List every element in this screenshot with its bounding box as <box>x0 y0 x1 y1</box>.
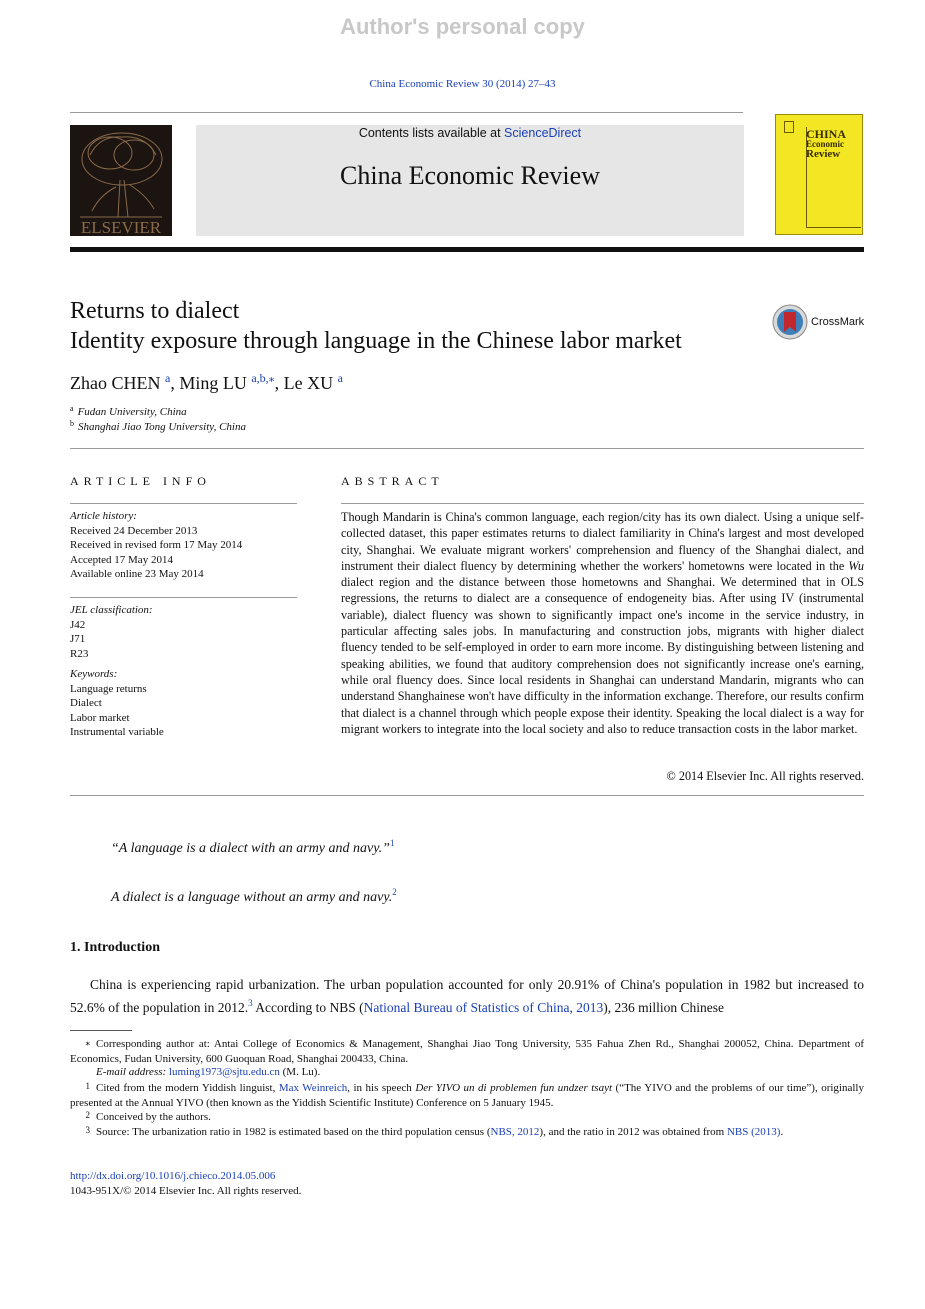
cover-title-line: CHINA <box>806 127 847 141</box>
journal-citation[interactable]: China Economic Review 30 (2014) 27–43 <box>369 78 556 90</box>
abstract-heading: ABSTRACT <box>341 474 444 488</box>
top-divider <box>70 112 743 113</box>
issn-notice: 1043-951X/© 2014 Elsevier Inc. All rights reserved. <box>70 1185 302 1197</box>
epigraph-quote: “A language is a dialect with an army and navy.”$^1$ <box>111 838 395 856</box>
svg-text:ELSEVIER: ELSEVIER <box>80 218 162 236</box>
article-title: Returns to dialect <box>70 298 240 324</box>
keyword: Labor market <box>70 712 130 724</box>
divider <box>70 597 297 598</box>
history-item: Received 24 December 2013 <box>70 525 198 537</box>
crossmark-button[interactable] <box>771 303 864 341</box>
author-affiliation-mark[interactable]: a <box>337 371 343 385</box>
jel-code: J42 <box>70 619 86 631</box>
abstract-text: Though Mandarin is China's common language, each region/city has its own dialect. Using a unique self-collected dataset, this paper estimates returns to dialect familiarity in China's largest and most developed city, Shanghai. We evaluate migrant workers' comprehension and fluency of the Shanghai dialect, and instrument their dialect fluency by determining whether the workers' hometowns were located in the Wu dialect region and the distance between those hometowns and Shanghai. We determined that in OLS regressions, the returns to dialect are a consequence of endogeneity bias. After using IV (instrumental variable), dialect fluency was shown to significantly impact one's income in the service industry, in particular affecting sales jobs. In manufacturing and construction jobs, migrants with higher dialect fluency tended to be self-employed in order to earn more income. By distinguishing between listening and speaking abilities, we found that auditory comprehension does not significantly increase one's earning, while oral fluency does. Since local residents in Shanghai can understand Mandarin, migrants who can understand Shanghainese won't have difficulty in the information exchange. Therefore, our results confirm that dialect is a channel through which people expose their identity. Speaking the local dialect is a way for migrant workers to integrate into the local society and also to reduce transaction costs in the labor market. <box>341 510 864 736</box>
nbs-2012-link[interactable]: NBS, 2012 <box>490 1126 540 1138</box>
author-affiliation-mark[interactable]: a <box>164 371 171 385</box>
keyword: Dialect <box>70 697 102 709</box>
history-label: Article history: <box>70 510 137 522</box>
epigraph-quote: A dialect is a language without an army and navy.$^2$ <box>111 887 397 905</box>
contents-line <box>196 126 744 140</box>
history-item: Accepted 17 May 2014 <box>70 554 173 566</box>
tree-icon <box>70 125 172 236</box>
article-info-heading: ARTICLE INFO <box>70 474 211 488</box>
divider <box>341 503 864 504</box>
keywords-label: Keywords: <box>70 668 118 680</box>
jel-code: R23 <box>70 648 89 660</box>
footnote-email: E-mail address: luming1973@sjtu.edu.cn (M. Lu). <box>96 1066 321 1078</box>
cover-title-line: Review <box>806 148 841 160</box>
cover-title <box>806 129 846 159</box>
section-heading: 1. Introduction <box>70 940 160 955</box>
weinreich-link[interactable]: Max Weinreich <box>278 1082 348 1094</box>
journal-name: China Economic Review <box>340 161 600 190</box>
author-list: Zhao CHEN $^a$, Ming LU $^{a,b,⁎}$, Le XU $^a$ <box>70 371 343 393</box>
nbs-2013-link[interactable]: NBS (2013) <box>726 1126 781 1138</box>
contents-prefix: Contents lists available at <box>358 126 505 140</box>
affiliation-text: Shanghai Jiao Tong University, China <box>78 421 246 433</box>
footnote-divider <box>70 1030 132 1031</box>
footnote-corresponding: ⁎ Corresponding author at: Antai College of Economics & Management, Shanghai Jiao Tong University, 535 Fahua Zhen Rd., Shanghai 200052, China. Department of Economics, Fudan University, 600 Guoquan Road, Shanghai 200433, China. <box>70 1037 864 1065</box>
affiliation <box>70 404 187 418</box>
divider <box>70 503 297 504</box>
sciencedirect-link[interactable]: ScienceDirect <box>504 126 582 140</box>
cover-emblem-icon <box>784 121 794 133</box>
email-link[interactable]: luming1973@sjtu.edu.cn <box>168 1066 280 1078</box>
author-affiliation-mark[interactable]: a,b,⁎ <box>251 371 275 385</box>
footnote-2: 2 Conceived by the authors. <box>85 1110 211 1123</box>
affiliation-text: Fudan University, China <box>77 406 187 418</box>
footnote-3: 3 Source: The urbanization ratio in 1982 is estimated based on the third population census (NBS, 2012), and the ratio in 2012 was obtained from NBS (2013). <box>85 1125 784 1138</box>
affiliation <box>70 419 246 433</box>
affiliation-mark: a <box>70 404 74 413</box>
doi-link[interactable]: http://dx.doi.org/10.1016/j.chieco.2014.05.006 <box>70 1170 276 1182</box>
jel-code: J71 <box>70 633 86 645</box>
divider <box>70 795 864 796</box>
jel-label: JEL classification: <box>70 604 153 616</box>
header-thick-rule <box>70 247 864 252</box>
history-item: Available online 23 May 2014 <box>70 568 204 580</box>
cover-title-line: Economic <box>806 139 844 149</box>
author-name: Zhao CHEN <box>70 373 161 393</box>
elsevier-logo <box>70 125 172 236</box>
nbs-citation-link[interactable]: National Bureau of Statistics of China, 2013 <box>363 1000 604 1015</box>
author-name: Le XU <box>283 373 334 393</box>
crossmark-label: CrossMark <box>811 316 865 328</box>
intro-paragraph: China is experiencing rapid urbanization. The urban population accounted for only 20.91% of China's population in 1982 but increased to 52.6% of the population in 2012.$^3$ According to NBS (National Bureau of Statistics of China, 2013), 236 million Chinese <box>70 977 864 1015</box>
keyword: Instrumental variable <box>70 726 164 738</box>
crossmark-icon <box>771 303 809 341</box>
copyright-notice: © 2014 Elsevier Inc. All rights reserved. <box>666 769 864 783</box>
footnote-ref[interactable]: 3 <box>248 998 253 1008</box>
divider <box>70 448 864 449</box>
affiliation-mark: b <box>70 419 74 428</box>
author-name: Ming LU <box>179 373 247 393</box>
keyword: Language returns <box>70 683 147 695</box>
article-subtitle: Identity exposure through language in the Chinese labor market <box>70 328 682 354</box>
footnote-ref[interactable]: 1 <box>389 838 395 848</box>
journal-cover <box>775 114 863 235</box>
watermark: Author's personal copy <box>340 14 585 39</box>
footnote-ref[interactable]: 2 <box>392 887 397 897</box>
footnote-1: 1 Cited from the modern Yiddish linguist, Max Weinreich, in his speech Der YIVO un di problemen fun undzer tsayt (“The YIVO and the problems of our time”), originally presented at the Annual YIVO (then known as the Yiddish Scientific Institute) Conference on 5 January 1945. <box>70 1081 864 1109</box>
history-item: Received in revised form 17 May 2014 <box>70 539 243 551</box>
